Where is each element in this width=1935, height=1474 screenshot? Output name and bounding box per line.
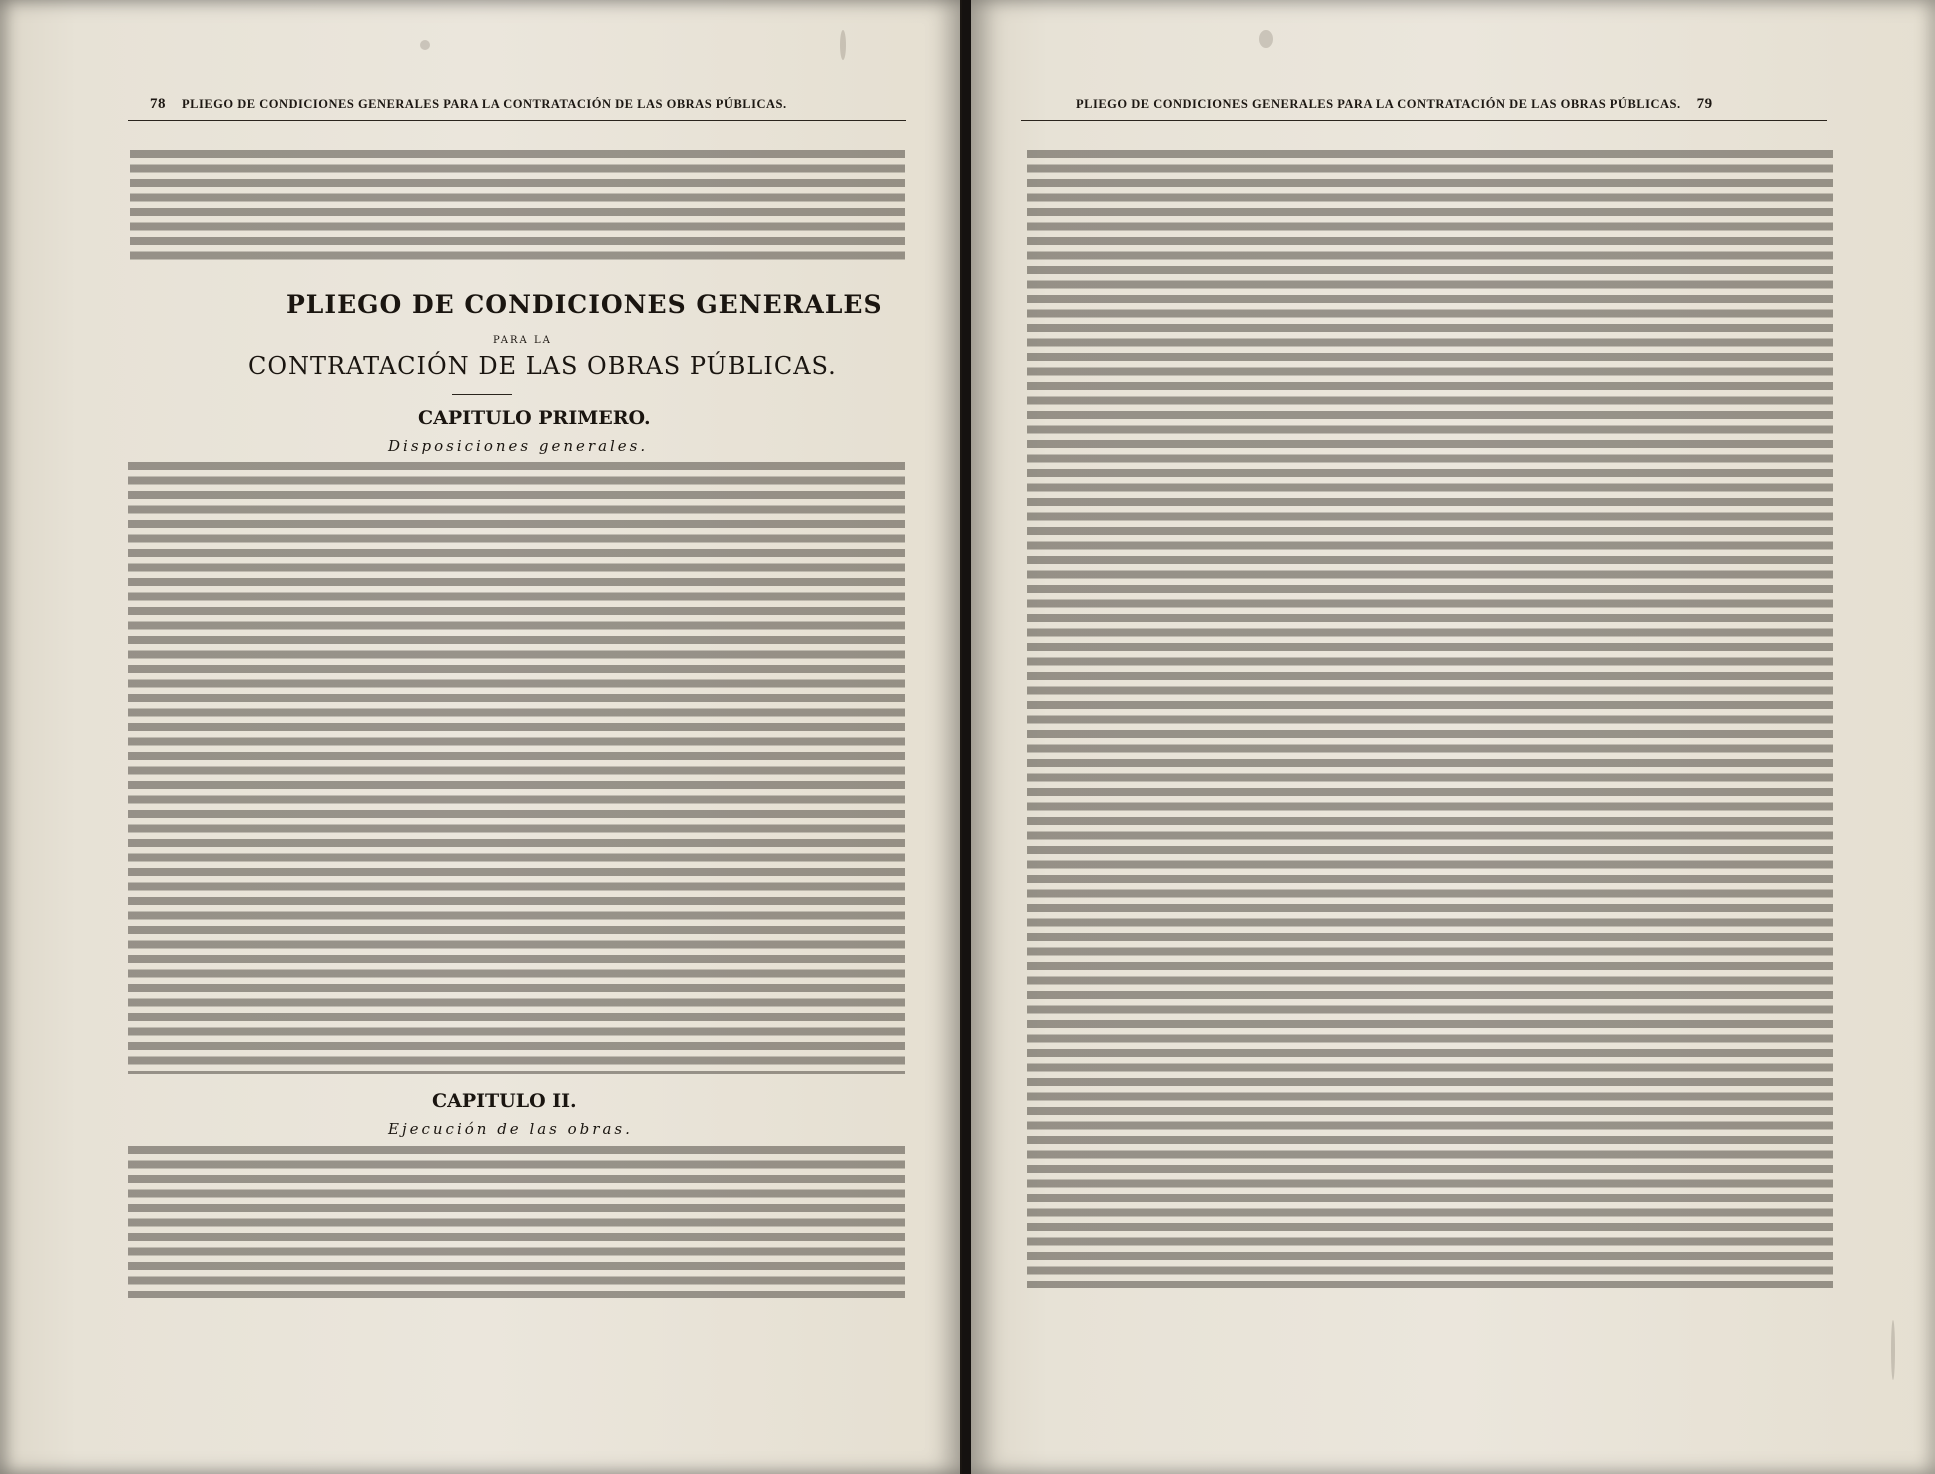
right-page-number: 79 [1696, 96, 1713, 112]
subtitle: CONTRATACIÓN DE LAS OBRAS PÚBLICAS. [248, 352, 837, 380]
chapter-two-heading: CAPITULO II. [432, 1090, 577, 1112]
book-gutter [962, 0, 971, 1474]
right-running-head-text: PLIEGO DE CONDICIONES GENERALES PARA LA CONTRATACIÓN DE LAS OBRAS PÚBLICAS. [1076, 97, 1681, 111]
left-header-rule [128, 120, 906, 121]
title-ornament-rule [452, 394, 512, 395]
paper-smudge [840, 30, 846, 60]
chapter-one-text-block [128, 462, 905, 1074]
paper-smudge [1891, 1320, 1895, 1380]
left-running-head-text: PLIEGO DE CONDICIONES GENERALES PARA LA CONTRATACIÓN DE LAS OBRAS PÚBLICAS. [182, 97, 787, 111]
chapter-one-subtitle: Disposiciones generales. [388, 437, 649, 455]
main-title: PLIEGO DE CONDICIONES GENERALES [286, 290, 883, 319]
chapter-two-subtitle: Ejecución de las obras. [388, 1120, 633, 1138]
chapter-two-text-block [128, 1146, 905, 1298]
right-header-rule [1021, 120, 1827, 121]
chapter-one-heading: CAPITULO PRIMERO. [418, 407, 651, 429]
right-running-header [1076, 96, 1713, 113]
left-page-number: 78 [150, 96, 166, 112]
left-page [0, 0, 962, 1474]
title-connector: PARA LA [493, 335, 552, 346]
right-page [971, 0, 1935, 1474]
paper-smudge [1259, 30, 1273, 48]
paper-smudge [420, 40, 430, 50]
right-body-text-block [1027, 150, 1833, 1288]
left-opening-text-block [130, 150, 905, 266]
left-running-header [150, 96, 787, 113]
